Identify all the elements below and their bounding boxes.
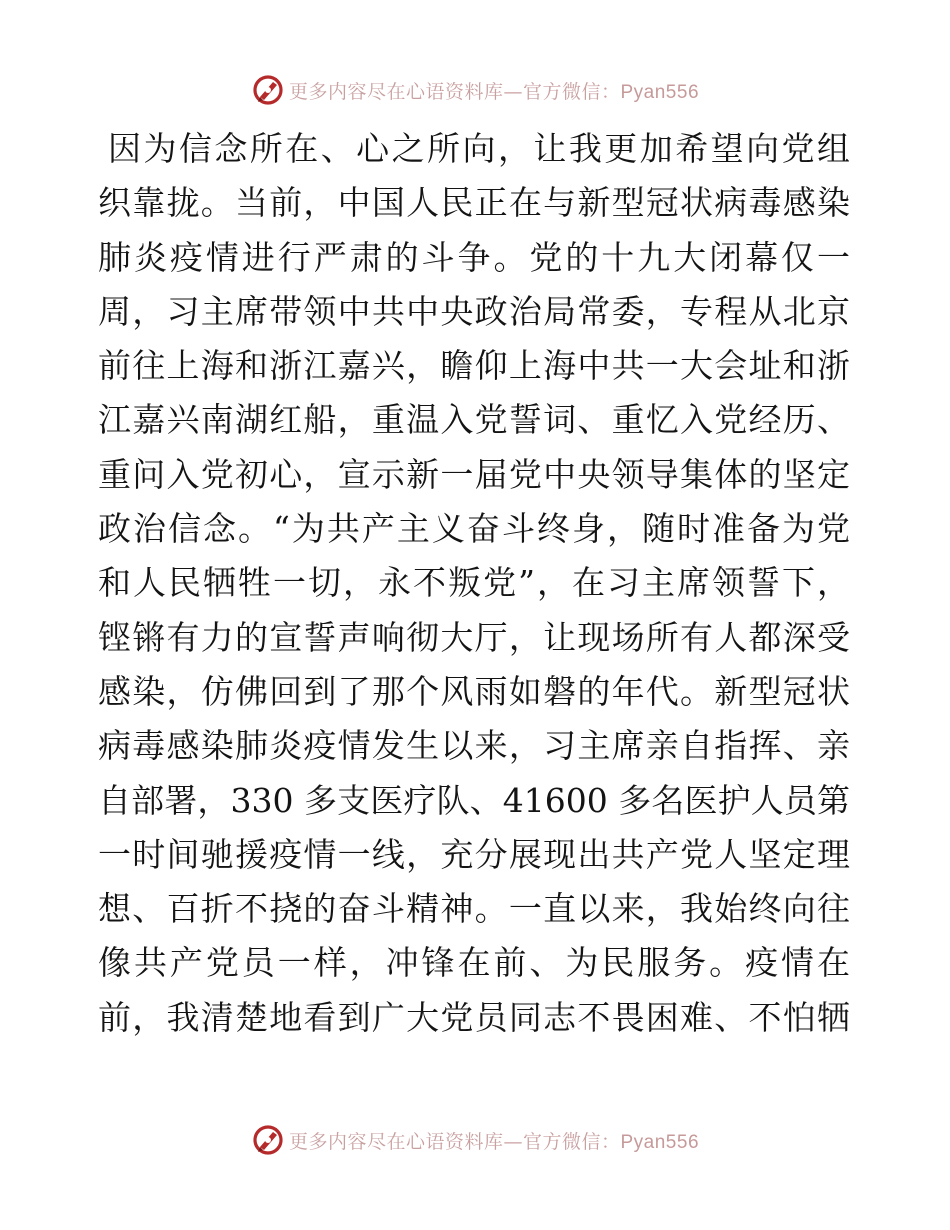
body-line: 自部署，330 多支医疗队、41600 多名医护人员第 <box>98 780 850 820</box>
body-line: 和人民牺牲一切，永不叛党”，在习主席领誓下， <box>98 563 850 603</box>
body-text <box>98 122 850 1045</box>
body-line: 织靠拢。当前，中国人民正在与新型冠状病毒感染 <box>98 183 850 223</box>
body-line: 前往上海和浙江嘉兴，瞻仰上海中共一大会址和浙 <box>98 346 850 386</box>
body-line: 政治信念。“为共产主义奋斗终身，随时准备为党 <box>98 509 850 549</box>
body-line: 周，习主席带领中共中央政治局常委，专程从北京 <box>98 291 850 331</box>
body-line: 因为信念所在、心之所向，让我更加希望向党组 <box>108 129 850 168</box>
footer-banner <box>0 1122 950 1158</box>
body-line: 病毒感染肺炎疫情发生以来，习主席亲自指挥、亲 <box>98 726 850 766</box>
footer-wechat-id: Pyan556 <box>620 1131 700 1153</box>
body-line: 前，我清楚地看到广大党员同志不畏困难、不怕牺 <box>98 997 850 1037</box>
body-line: 铿锵有力的宣誓声响彻大厅，让现场所有人都深受 <box>98 617 850 657</box>
body-line: 江嘉兴南湖红船，重温入党誓词、重忆入党经历、 <box>98 400 850 440</box>
header-banner-text: 更多内容尽在心语资料库—官方微信：Pyan556 <box>288 80 700 103</box>
body-line: 感染，仿佛回到了那个风雨如磐的年代。新型冠状 <box>98 671 850 711</box>
pen-logo-icon <box>251 73 285 107</box>
footer-banner-text: 更多内容尽在心语资料库—官方微信：Pyan556 <box>288 1130 700 1153</box>
header-banner <box>0 72 950 108</box>
body-line: 像共产党员一样，冲锋在前、为民服务。疫情在 <box>98 943 850 983</box>
body-line: 重问入党初心，宣示新一届党中央领导集体的坚定 <box>98 454 850 494</box>
body-line: 想、百折不挠的奋斗精神。一直以来，我始终向往 <box>98 889 850 929</box>
header-wechat-id: Pyan556 <box>620 81 700 103</box>
pen-logo-icon <box>251 1123 285 1157</box>
body-line: 一时间驰援疫情一线，充分展现出共产党人坚定理 <box>98 834 850 874</box>
body-line: 肺炎疫情进行严肃的斗争。党的十九大闭幕仅一 <box>98 237 850 277</box>
